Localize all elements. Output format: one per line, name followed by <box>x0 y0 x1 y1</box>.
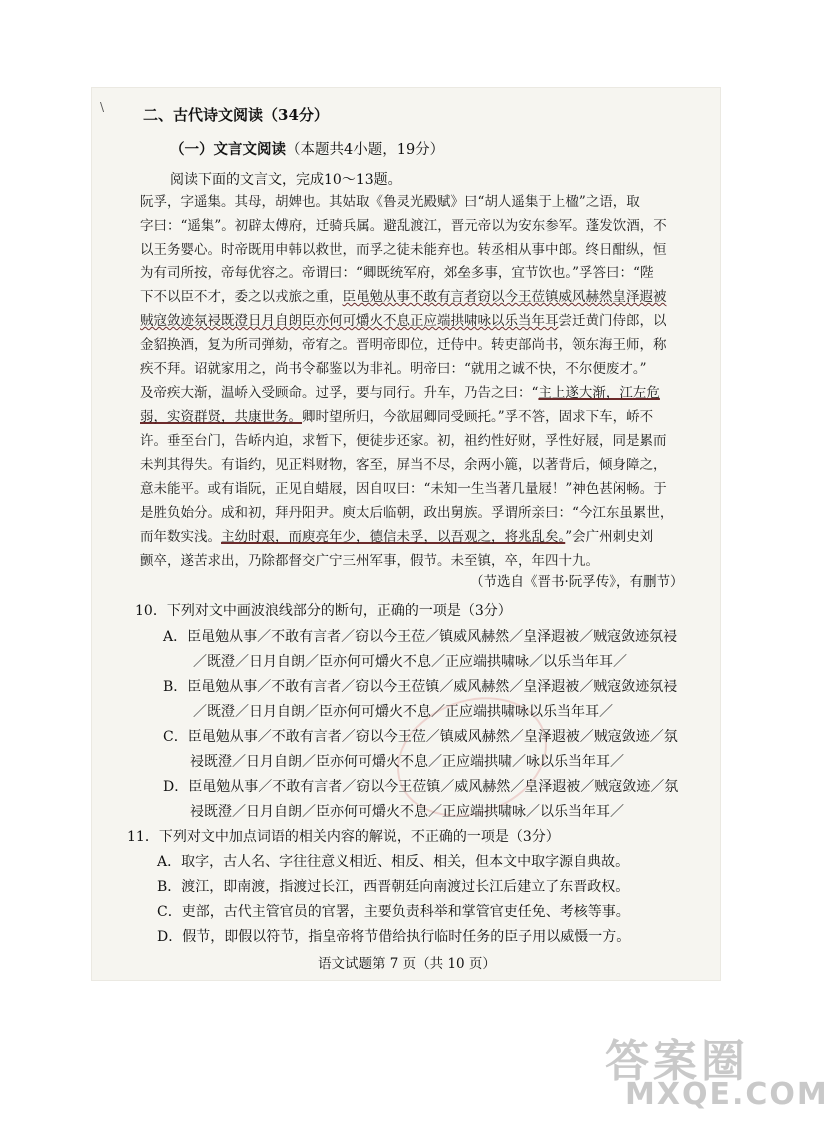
passage-text: 疾不拜。诏就家用之，尚书令郗鉴以为非礼。明帝曰：“就用之诚不快，不尔便废才。” <box>140 361 647 377</box>
passage-text: 卿时望所归，今欲屈卿同受顾托。”孚不答，固求下车，峤不 <box>302 409 654 425</box>
underlined-text: 主上遂大渐，江左危 <box>538 385 660 401</box>
answer-option: ／既澄／日月自朗／臣亦何可爝火不息／正应端拱啸咏以乐当年耳／ <box>193 704 613 720</box>
passage-line <box>140 525 653 545</box>
subsection-rest: （本题共4小题，19分） <box>286 142 445 158</box>
answer-option: D．假节，即假以符节，指皇帝将节借给执行临时任务的臣子用以威慑一方。 <box>157 929 631 945</box>
answer-option: C．臣黾勉从事／不敢有言者／窃以今王莅／镇威风赫然／皇泽遐被／贼寇敛迹／氛 <box>163 729 678 745</box>
passage-line <box>140 285 667 305</box>
page-footer: 语文试题第 7 页（共 10 页） <box>318 956 496 972</box>
passage-text: 许。垂至台门，告峤内迫，求暂下，便徒步还家。初，祖约性好财，孚性好屐，同是累而 <box>140 433 667 449</box>
question-stem: 11．下列对文中加点词语的相关内容的解说，不正确的一项是（3分） <box>127 829 560 845</box>
underlined-text: 贼寇敛迹氛祲既澄日月自朗臣亦何可爝火不息正应端拱啸咏以乐当年耳 <box>140 313 559 329</box>
passage-text: 及帝疾大渐，温峤入受顾命。过孚，要与同行。升车，乃告之曰：“ <box>140 385 539 401</box>
watermark-url: MXQE.COM <box>625 1077 829 1112</box>
passage-source: （节选自《晋书·阮孚传》，有删节） <box>470 574 684 590</box>
passage-text: 以王务婴心。时帝既用申韩以救世，而孚之徒未能弃也。转丞相从事中郎。终日酣纵，恒 <box>140 242 667 258</box>
passage-line <box>140 214 667 234</box>
passage-text: 是胜负始分。成和初，拜丹阳尹。庾太后临朝，政出舅族。孚谓所亲曰：“今江东虽累世， <box>140 505 674 521</box>
answer-option: A．臣黾勉从事／不敢有言者／窃以今王莅／镇威风赫然／皇泽遐被／贼寇敛迹氛祲 <box>163 629 678 645</box>
watermark-logo: 答案圈 <box>605 1036 749 1087</box>
passage-line <box>140 477 667 497</box>
passage-text: 下不以臣不才，委之以戎旅之重， <box>140 289 343 305</box>
answer-option: C．吏部，古代主管官员的官署，主要负责科举和掌管官吏任免、考核等事。 <box>157 904 630 920</box>
passage-line <box>140 261 653 281</box>
passage-line <box>140 190 640 210</box>
passage-text: 字曰：“遥集”。初辟太傅府，迁骑兵属。避乱渡江，晋元帝以为安东参军。蓬发饮酒，不 <box>140 218 667 234</box>
passage-text: 而年数实浅。 <box>140 529 221 545</box>
answer-option: 祲既澄／日月自朗／臣亦何可爝火不息／正应端拱啸／咏以乐当年耳／ <box>190 754 624 770</box>
subsection-title <box>170 138 444 159</box>
passage-line <box>140 405 653 425</box>
passage-line <box>140 429 667 449</box>
passage-line <box>140 333 667 353</box>
passage-text: 阮孚，字遥集。其母，胡婢也。其姑取《鲁灵光殿赋》曰“胡人遥集于上楹”之语，取 <box>140 194 640 210</box>
subsection-bold: （一）文言文阅读 <box>170 141 286 158</box>
passage-text: 尝迁黄门侍郎，以 <box>558 313 667 329</box>
watermark <box>605 1025 829 1115</box>
answer-option: ／既澄／日月自朗／臣亦何可爝火不息／正应端拱啸咏／以乐当年耳／ <box>193 654 627 670</box>
passage-text: ”会广州刺史刘 <box>565 529 654 545</box>
passage-line <box>140 238 667 258</box>
passage-text: 为有司所按，帝每优容之。帝谓曰：“卿既统军府，郊垒多事，宜节饮也。”孚答曰：“陛 <box>140 265 654 281</box>
passage-line <box>140 381 660 401</box>
reading-instruction: 阅读下面的文言文，完成10～13题。 <box>170 172 402 188</box>
passage-text: 颤卒，遂苦求出，乃除都督交广宁三州军事，假节。未至镇，卒，年四十九。 <box>140 553 599 569</box>
underlined-text: 臣黾勉从事不敢有言者窃以今王莅镇威风赫然皇泽遐被 <box>342 289 667 305</box>
answer-option: D．臣黾勉从事／不敢有言者／窃以今王莅镇／威风赫然／皇泽遐被／贼寇敛迹／氛 <box>163 779 679 795</box>
passage-line <box>140 309 667 329</box>
passage-line <box>140 549 599 569</box>
passage-text: 意未能平。或有诣阮，正见自蜡屐，因自叹曰：“未知一生当著几量屐！”神色甚闲畅。于 <box>140 481 667 497</box>
passage-line <box>140 357 647 377</box>
margin-tick: \ <box>100 100 105 114</box>
section-title: 二、古代诗文阅读（34分） <box>143 106 329 124</box>
question-stem: 10．下列对文中画波浪线部分的断句，正确的一项是（3分） <box>135 603 512 619</box>
answer-option: B．臣黾勉从事／不敢有言者／窃以今王莅镇／威风赫然／皇泽遐被／贼寇敛迹氛祲 <box>163 679 678 695</box>
answer-option: 祲既澄／日月自朗／臣亦何可爝火不息／正应端拱啸咏／以乐当年耳／ <box>190 804 624 820</box>
passage-line <box>140 501 673 521</box>
underlined-text: 弱，实资群贤，共康世务。 <box>140 409 302 425</box>
answer-option: B．渡江，即南渡，指渡过长江，西晋朝廷向南渡过长江后建立了东晋政权。 <box>157 879 630 895</box>
underlined-text: 主幼时艰，而庾亮年少，德信未孚，以吾观之，将兆乱矣。 <box>221 529 566 545</box>
passage-text: 金貂换酒，复为所司弹劾，帝宥之。晋明帝即位，迁侍中。转吏部尚书，领东海王师，称 <box>140 337 667 353</box>
passage-text: 未判其得失。有诣约，见正料财物，客至，屏当不尽，余两小簏，以著背后，倾身障之， <box>140 457 667 473</box>
passage-line <box>140 453 667 473</box>
answer-option: A．取字，古人名、字往往意义相近、相反、相关，但本文中取字源自典故。 <box>157 854 630 870</box>
